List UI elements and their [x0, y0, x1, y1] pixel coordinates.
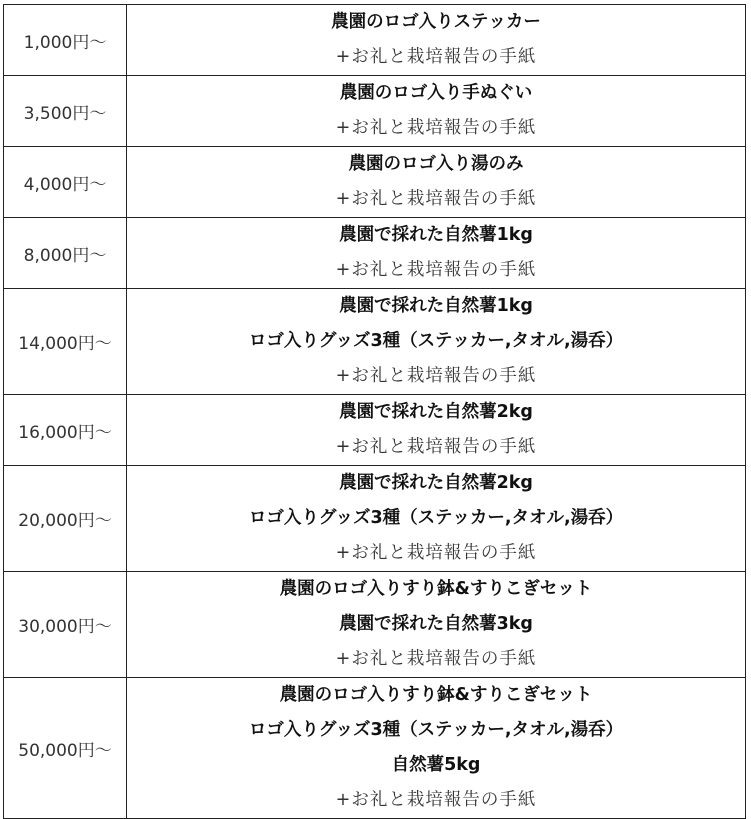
tier-price: 3,500円～ [4, 76, 127, 147]
tier-price: 1,000円～ [4, 5, 127, 76]
reward-footer: +お礼と栽培報告の手紙 [335, 543, 537, 563]
reward-footer: +お礼と栽培報告の手紙 [335, 366, 537, 386]
tier-rewards [127, 76, 746, 147]
tier-rewards [127, 218, 746, 289]
tier-price: 30,000円～ [4, 572, 127, 678]
tier-row [4, 572, 746, 678]
tier-row [4, 76, 746, 147]
reward-item: ロゴ入りグッズ3種（ステッカー,タオル,湯呑） [248, 720, 624, 740]
reward-item: 農園のロゴ入りステッカー [331, 12, 541, 32]
tier-row [4, 289, 746, 395]
reward-item: 自然薯5kg [391, 755, 481, 775]
reward-item: 農園のロゴ入りすり鉢&すりこぎセット [279, 579, 593, 599]
reward-footer: +お礼と栽培報告の手紙 [335, 437, 537, 457]
reward-tier-table [3, 4, 746, 819]
reward-item: 農園で採れた自然薯2kg [339, 402, 533, 422]
tier-row [4, 678, 746, 819]
tier-row [4, 218, 746, 289]
reward-item: 農園のロゴ入りすり鉢&すりこぎセット [279, 685, 593, 705]
reward-footer: +お礼と栽培報告の手紙 [335, 118, 537, 138]
tier-price: 8,000円～ [4, 218, 127, 289]
tier-price: 16,000円～ [4, 395, 127, 466]
reward-item: 農園で採れた自然薯2kg [339, 473, 533, 493]
reward-footer: +お礼と栽培報告の手紙 [335, 47, 537, 67]
tier-rewards [127, 147, 746, 218]
tier-row [4, 466, 746, 572]
tier-row [4, 5, 746, 76]
reward-footer: +お礼と栽培報告の手紙 [335, 649, 537, 669]
tier-price: 50,000円～ [4, 678, 127, 819]
reward-footer: +お礼と栽培報告の手紙 [335, 260, 537, 280]
tier-rewards [127, 395, 746, 466]
tier-rewards [127, 572, 746, 678]
tier-row [4, 147, 746, 218]
reward-footer: +お礼と栽培報告の手紙 [335, 790, 537, 810]
tier-rewards [127, 289, 746, 395]
reward-item: 農園のロゴ入り手ぬぐい [339, 83, 533, 103]
tier-rewards [127, 5, 746, 76]
tier-price: 14,000円～ [4, 289, 127, 395]
reward-item: 農園で採れた自然薯3kg [339, 614, 533, 634]
tier-rewards [127, 466, 746, 572]
reward-item: 農園のロゴ入り湯のみ [348, 154, 524, 174]
tier-price: 4,000円～ [4, 147, 127, 218]
tier-rewards [127, 678, 746, 819]
reward-item: 農園で採れた自然薯1kg [339, 296, 533, 316]
reward-item: ロゴ入りグッズ3種（ステッカー,タオル,湯呑） [248, 508, 624, 528]
reward-item: ロゴ入りグッズ3種（ステッカー,タオル,湯呑） [248, 331, 624, 351]
tier-row [4, 395, 746, 466]
reward-item: 農園で採れた自然薯1kg [339, 225, 533, 245]
tier-price: 20,000円～ [4, 466, 127, 572]
reward-footer: +お礼と栽培報告の手紙 [335, 189, 537, 209]
